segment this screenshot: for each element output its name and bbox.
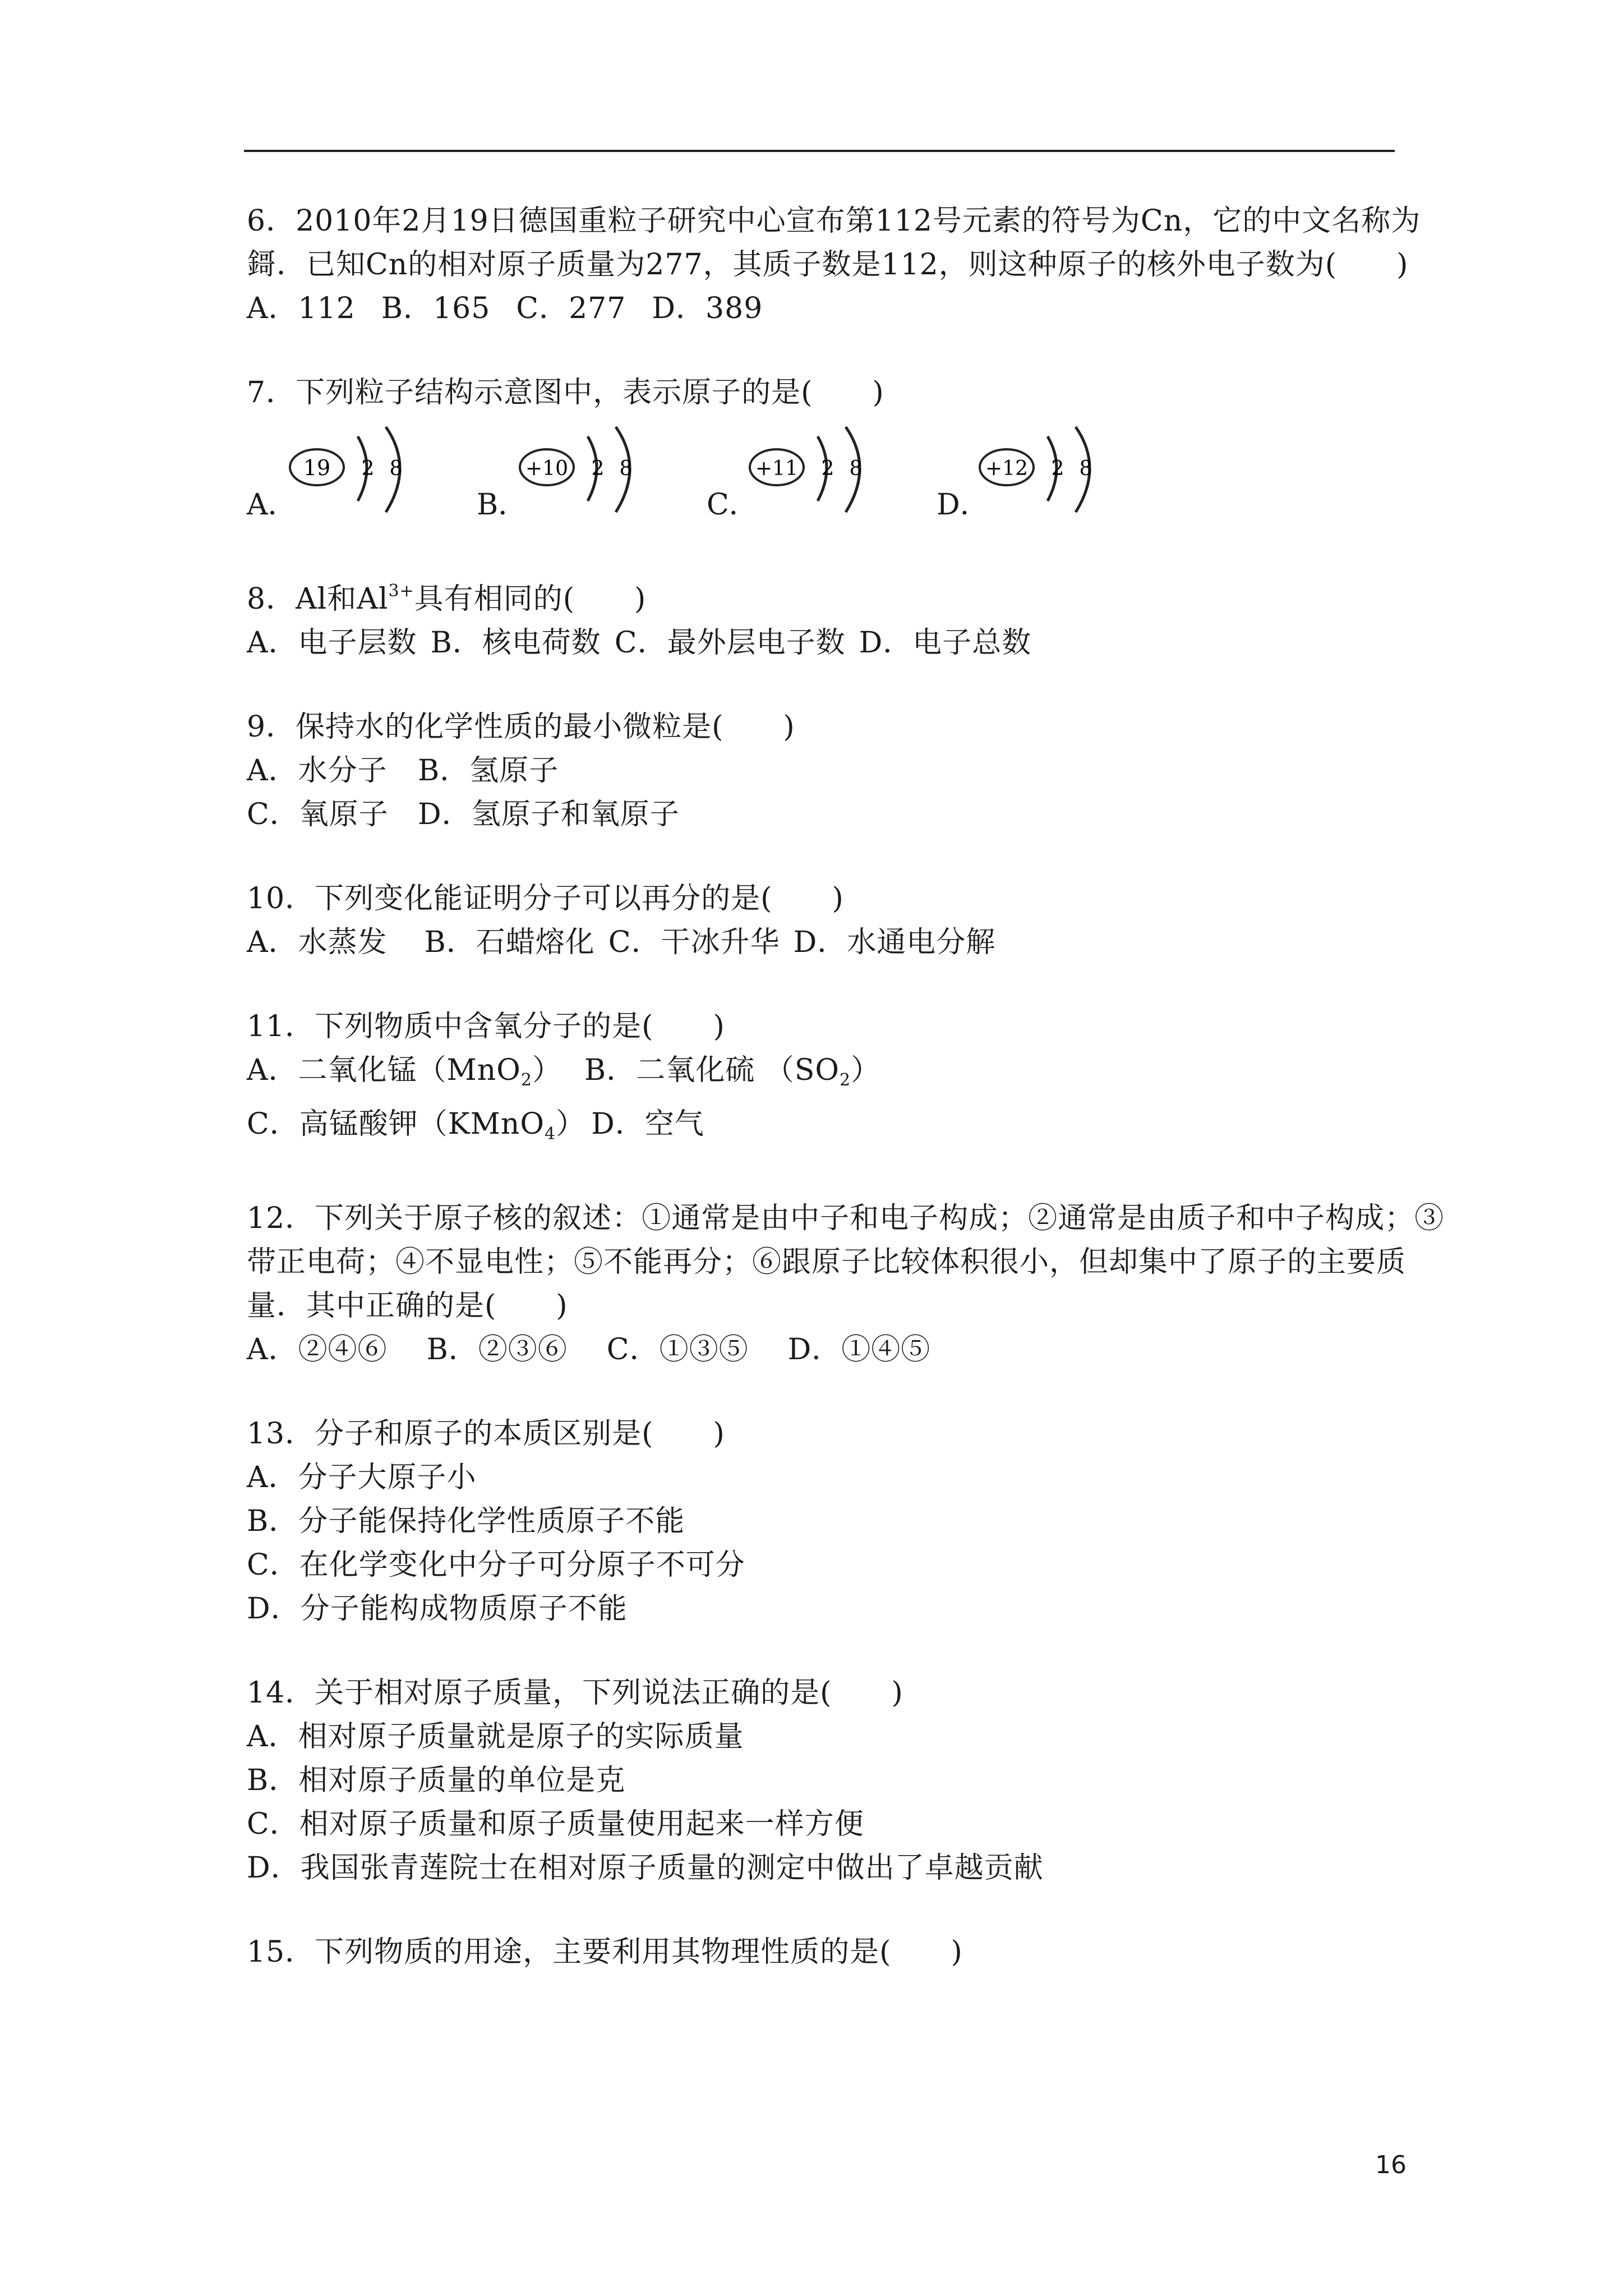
option-b: B．石蜡熔化 (424, 926, 595, 959)
question-stem-line: 鎶．已知Cn的相对原子质量为277，其质子数是112，则这种原子的核外电子数为( ) (247, 248, 1409, 282)
option-b: B．②③⑥ (426, 1333, 568, 1366)
nucleus-charge: +11 (755, 457, 798, 480)
options-row (247, 287, 1396, 330)
atom-structure-diagram (746, 417, 892, 529)
question-7 (247, 371, 1396, 529)
shell-electrons: 8 (849, 457, 863, 480)
option-c: C．在化学变化中分子可分原子不可分 (247, 1548, 745, 1582)
diagram-d (937, 417, 1138, 529)
options-row (247, 749, 1396, 793)
question-stem-line: 12．下列关于原子核的叙述：①通常是由中子和电子构成；②通常是由质子和中子构成；③ (247, 1202, 1445, 1235)
diagram-label: A． (247, 488, 297, 522)
question-stem-line: 6．2010年2月19日德国重粒子研究中心宣布第112号元素的符号为Cn，它的中文名称为 (247, 204, 1421, 238)
diagram-c (707, 417, 909, 529)
shell-electrons: 2 (591, 457, 605, 480)
option-a: A．相对原子质量就是原子的实际质量 (247, 1720, 744, 1754)
option-b: B．核电荷数 (430, 626, 601, 660)
option-c: C．277 (516, 292, 626, 325)
shell-electrons: 2 (361, 457, 375, 480)
particle-diagrams (247, 417, 1396, 529)
option-a: A．②④⑥ (247, 1333, 388, 1366)
shell-electrons: 8 (1079, 457, 1092, 480)
option-d: D．氢原子和氧原子 (418, 798, 680, 831)
option-b: B．分子能保持化学性质原子不能 (247, 1504, 685, 1538)
option-c: C．最外层电子数 (614, 626, 846, 660)
shell-electrons: 8 (619, 457, 633, 480)
atom-structure-diagram (516, 417, 662, 529)
question-10 (247, 877, 1396, 964)
ion-charge: 3+ (388, 581, 414, 601)
option-a: A．112 (247, 292, 356, 325)
option-a: A．水蒸发 (247, 926, 388, 959)
option-a: A．水分子 (247, 754, 388, 788)
options-row (247, 621, 1396, 665)
question-stem-line: 7．下列粒子结构示意图中，表示原子的是( ) (247, 376, 884, 409)
atom-structure-diagram (286, 417, 432, 529)
option-b: B．相对原子质量的单位是克 (247, 1764, 626, 1797)
stem-text: 8．Al和Al (247, 582, 389, 616)
option-d: D．①④⑤ (787, 1333, 931, 1366)
option-c: C．相对原子质量和原子质量使用起来一样方便 (247, 1807, 864, 1841)
question-stem-line: 量．其中正确的是( ) (247, 1289, 568, 1323)
options-row (247, 793, 1396, 836)
question-9 (247, 705, 1396, 836)
question-stem-line: 带正电荷；④不显电性；⑤不能再分；⑥跟原子比较体积很小，但却集中了原子的主要质 (247, 1245, 1407, 1279)
option-b: B．氢原子 (418, 754, 559, 788)
question-15 (247, 1930, 1396, 1974)
shell-electrons: 2 (1051, 457, 1064, 480)
page-number: 16 (1375, 2151, 1407, 2179)
option-d: D．分子能构成物质原子不能 (247, 1592, 628, 1626)
option-c: C．高锰酸钾（KMnO$_4$） (247, 1107, 586, 1144)
question-list (247, 199, 1445, 2014)
question-stem-line: 9．保持水的化学性质的最小微粒是( ) (247, 710, 795, 744)
options-row (247, 1328, 1396, 1372)
stem-text: 具有相同的( ) (414, 582, 647, 616)
option-a: A．二氧化锰（MnO$_2$） (247, 1053, 562, 1090)
diagram-a (247, 417, 449, 529)
option-d: D．水通电分解 (793, 926, 996, 959)
question-stem-line: 13．分子和原子的本质区别是( ) (247, 1417, 725, 1451)
option-c: C．干冰升华 (608, 926, 780, 959)
options-row (247, 1048, 1396, 1102)
option-c: C．氧原子 (247, 798, 389, 831)
question-stem-line: 15．下列物质的用途，主要利用其物理性质的是( ) (247, 1935, 963, 1969)
question-stem-line: 14．关于相对原子质量，下列说法正确的是( ) (247, 1676, 903, 1710)
option-d: D．电子总数 (859, 626, 1032, 660)
question-stem-line: 10．下列变化能证明分子可以再分的是( ) (247, 882, 844, 915)
question-14 (247, 1671, 1396, 1890)
diagram-b (477, 417, 679, 529)
shell-electrons: 8 (389, 457, 403, 480)
nucleus-charge: +10 (525, 457, 568, 480)
question-stem-line: 11．下列物质中含氧分子的是( ) (247, 1010, 725, 1043)
option-a: A．电子层数 (247, 626, 417, 660)
option-d: D．389 (652, 292, 763, 325)
option-d: D．空气 (591, 1107, 704, 1141)
diagram-label: C． (707, 488, 758, 522)
atom-structure-diagram (976, 417, 1122, 529)
question-11 (247, 1005, 1396, 1156)
shell-electrons: 2 (821, 457, 834, 480)
diagram-label: B． (477, 488, 528, 522)
option-d: D．我国张青莲院士在相对原子质量的测定中做出了卓越贡献 (247, 1851, 1044, 1885)
nucleus-charge: 19 (303, 455, 331, 480)
question-13 (247, 1412, 1396, 1631)
diagram-label: D． (937, 488, 989, 522)
question-12 (247, 1197, 1445, 1372)
question-8 (247, 569, 1396, 665)
question-stem-line (247, 569, 1396, 621)
option-b: B．165 (381, 292, 491, 325)
options-row (247, 1102, 1396, 1156)
question-6 (247, 199, 1421, 330)
nucleus-charge: +12 (985, 457, 1028, 480)
option-c: C．①③⑤ (606, 1333, 749, 1366)
option-b: B．二氧化硫 $(SO_2)$ (584, 1053, 881, 1090)
header-rule (244, 150, 1395, 152)
options-row (247, 921, 1396, 964)
option-a: A．分子大原子小 (247, 1461, 477, 1494)
